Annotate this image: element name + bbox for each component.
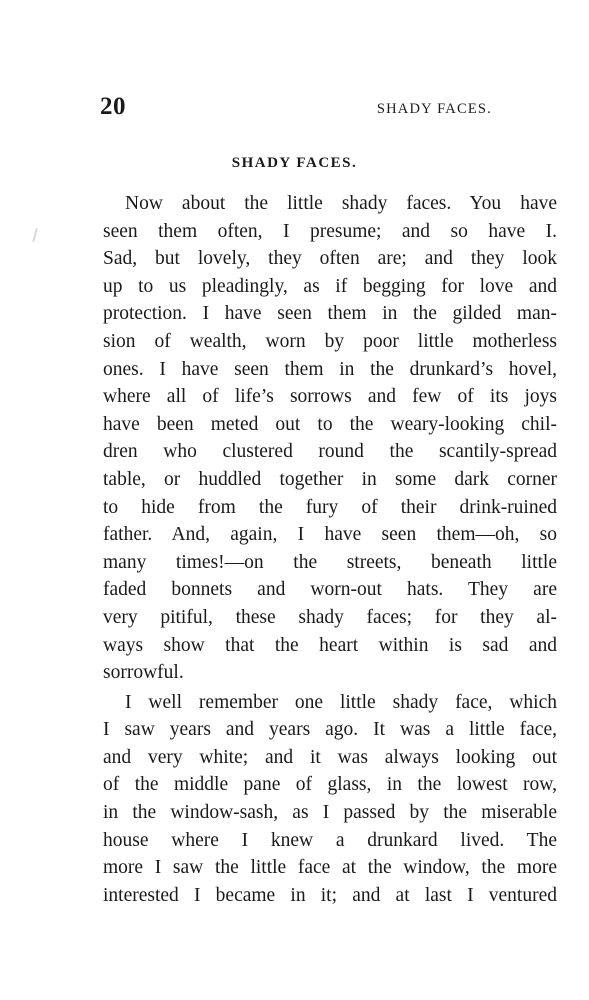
chapter-title: SHADY FACES.: [231, 155, 358, 171]
text-line: and very white; and it was always looking out: [103, 746, 557, 768]
text-line: sorrowful.: [103, 662, 184, 684]
text-line: of the middle pane of glass, in the lowest row,: [103, 774, 557, 796]
text-line: where all of life’s sorrows and few of its joys: [103, 386, 557, 408]
text-line: up to us pleadingly, as if begging for love and: [103, 275, 557, 297]
text-line: ways show that the heart within is sad and: [103, 634, 557, 656]
text-line: table, or huddled together in some dark corner: [103, 468, 557, 490]
text-line: house where I knew a drunkard lived. The: [103, 829, 557, 851]
text-line: seen them often, I presume; and so have I.: [103, 220, 557, 242]
text-line: father. And, again, I have seen them—oh, so: [103, 524, 557, 546]
running-head: [100, 90, 492, 124]
page-edge-mark: [32, 228, 38, 242]
text-line: dren who clustered round the scantily-spread: [103, 441, 557, 463]
text-line: very pitiful, these shady faces; for they al-: [103, 606, 557, 628]
text-line: I saw years and years ago. It was a little face,: [103, 719, 557, 741]
text-line: to hide from the fury of their drink-ruined: [103, 496, 557, 518]
text-line: have been meted out to the weary-looking chil-: [103, 413, 557, 435]
running-title: SHADY FACES.: [376, 101, 492, 117]
text-line: Sad, but lovely, they often are; and they look: [103, 248, 557, 270]
text-line: interested I became in it; and at last I ventured: [103, 884, 557, 906]
page-number: 20: [100, 93, 126, 120]
body-text: [103, 190, 557, 909]
text-line: sion of wealth, worn by poor little motherless: [103, 330, 557, 352]
text-line: ones. I have seen them in the drunkard’s hovel,: [103, 358, 557, 380]
text-line: Now about the little shady faces. You have: [125, 193, 557, 214]
text-line: protection. I have seen them in the gilded man-: [103, 303, 557, 325]
text-line: in the window-sash, as I passed by the miserable: [103, 802, 557, 824]
text-line: many times!—on the streets, beneath little: [103, 551, 557, 573]
text-line: I well remember one little shady face, which: [125, 691, 557, 713]
text-line: more I saw the little face at the window, the more: [103, 857, 557, 879]
text-line: faded bonnets and worn-out hats. They are: [103, 579, 557, 601]
